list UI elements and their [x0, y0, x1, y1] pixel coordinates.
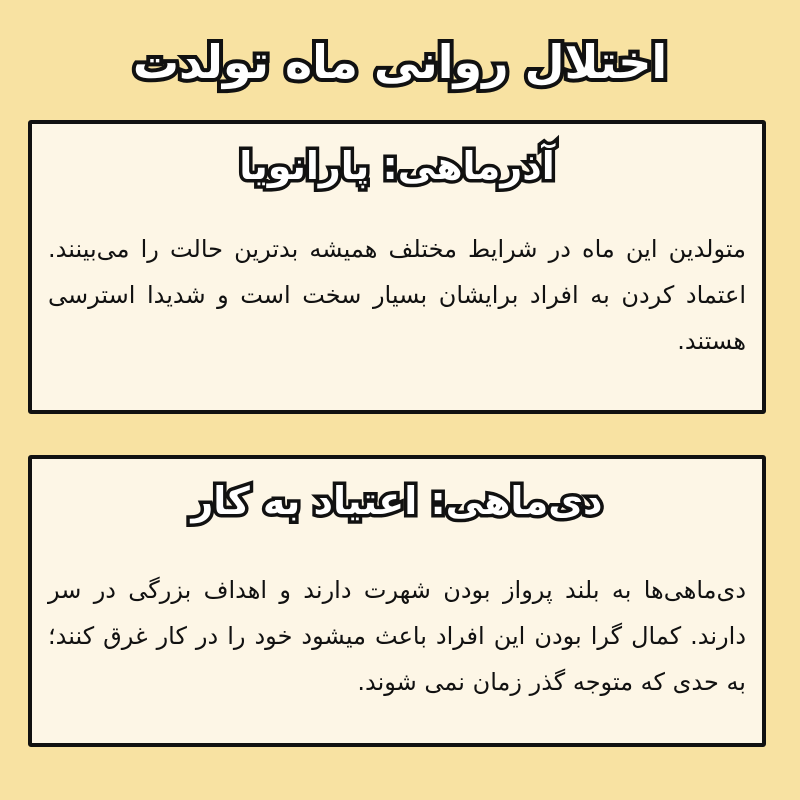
card-azar: [28, 120, 766, 414]
card-heading: آذرماهی: پارانویا: [239, 144, 555, 188]
page-title: اختلال روانی ماه تولدت: [132, 35, 668, 89]
card-dey: [28, 455, 766, 747]
card-body: متولدین این ماه در شرایط مختلف همیشه بدترین حالت را می‌بینند. اعتماد کردن به افراد برایشان بسیار سخت است و شدیدا استرسی هستند.: [48, 235, 746, 355]
card-heading: دی‌ماهی: اعتیاد به کار: [191, 479, 603, 523]
card-body: دی‌ماهی‌ها به بلند پرواز بودن شهرت دارند و اهداف بزرگی در سر دارند. کمال گرا بودن این افراد باعث میشود خود را در کار غرق کنند؛ به حدی که متوجه گذر زمان نمی شوند.: [48, 576, 746, 696]
